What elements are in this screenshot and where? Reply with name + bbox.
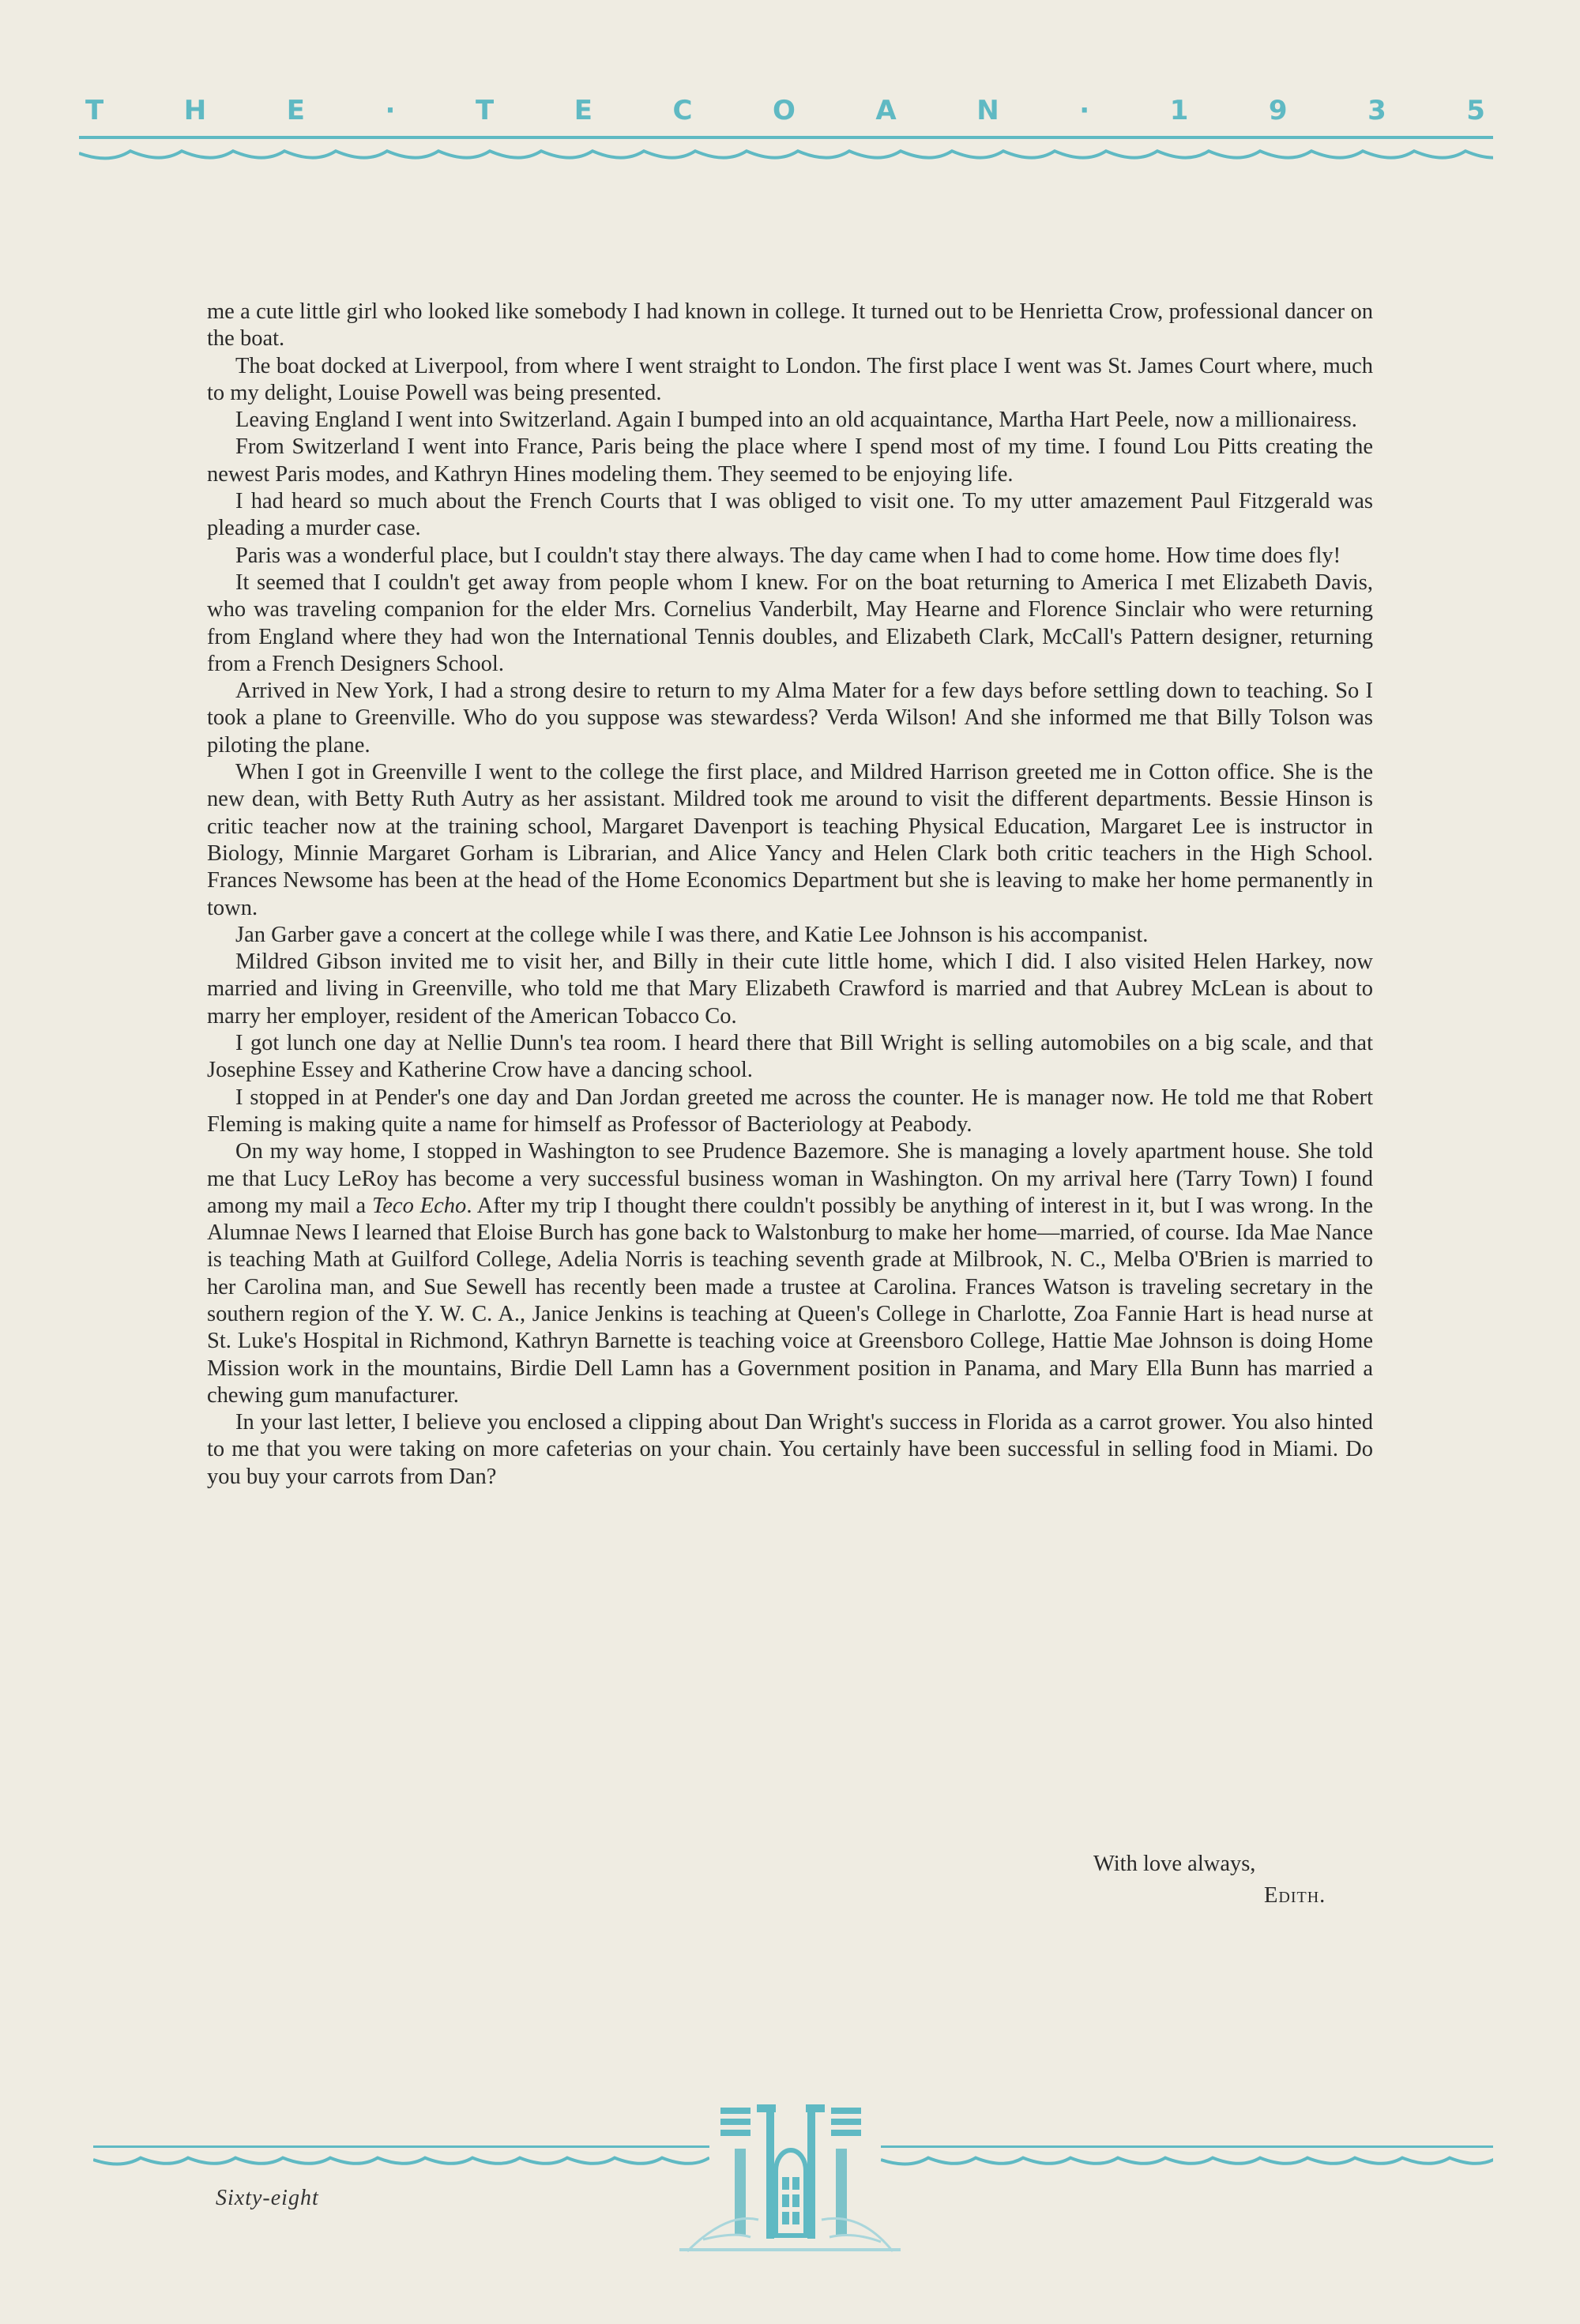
letter-paragraph: When I got in Greenville I went to the college the first place, and Mildred Harrison greeted me in Cotton office. She is the new dean, with Betty Ruth Autry as her assistant. Mildred took me around to visit the different departments. Bessie Hinson is critic teacher now at the training school, Margaret Davenport is teaching Physical Education, Margaret Lee is instructor in Biology, Minnie Margaret Gorham is Librarian, and Alice Yancy and Helen Clark both critic teachers in the High School. Frances Newsome has been at the head of the Home Economics Department but she is leaving to make her home permanently in town. [207,760,1373,920]
yearbook-header [85,95,1485,126]
header-rule [79,136,1493,139]
closing-line: With love always, [1093,1852,1256,1876]
letter-paragraph: me a cute little girl who looked like somebody I had known in college. It turned out to be Henrietta Crow, professional dancer on the boat. [207,299,1373,352]
header-letter: 5 [1466,95,1485,126]
letter-paragraph: In your last letter, I believe you enclosed a clipping about Dan Wright's success in Florida as a carrot grower. You also hinted to me that you were taking on more cafeterias on your chain. You certainly have been successful in selling food in Miami. Do you buy your carrots from Dan? [207,1410,1373,1489]
footer-rule-right [881,2145,1493,2148]
header-letter: 3 [1367,95,1386,126]
header-letter: 9 [1268,95,1288,126]
letter-paragraph: The boat docked at Liverpool, from where I went straight to London. The first place I went was St. James Court where, much to my delight, Louise Powell was being presented. [207,353,1373,405]
letter-paragraph: It seemed that I couldn't get away from people whom I knew. For on the boat returning to America I met Elizabeth Davis, who was traveling companion for the elder Mrs. Cornelius Vanderbilt, May Hearne and Florence Sinclair who were returning from England where they had won the International Tennis doubles, and Elizabeth Clark, McCall's Pattern designer, returning from a French Designers School. [207,570,1373,676]
letter-closing [1093,1848,1326,1912]
header-letter: H [183,95,207,126]
letter-paragraph: Leaving England I went into Switzerland. Again I bumped into an old acquaintance, Martha Hart Peele, now a millionairess. [235,408,1357,433]
footer-wave-right [881,2150,1493,2174]
college-doorway-emblem-icon [656,2101,924,2259]
letter-paragraph: From Switzerland I went into France, Paris being the place where I spend most of my time. I found Lou Pitts creating the newest Paris modes, and Kathryn Hines modeling them. They seemed to be enjoying life. [207,434,1373,487]
header-letter: E [286,95,305,126]
letter-paragraph: I had heard so much about the French Courts that I was obliged to visit one. To my utter amazement Paul Fitzgerald was pleading a murder case. [207,489,1373,541]
header-letter: E [574,95,592,126]
letter-paragraph: Mildred Gibson invited me to visit her, and Billy in their cute little home, which I did. I also visited Helen Harkey, now married and living in Greenville, who told me that Mary Elizabeth Crawford is married and that Aubrey McLean is about to marry her employer, resident of the American Tobacco Co. [207,950,1373,1029]
header-letter: C [672,95,693,126]
footer-rule-left [93,2145,709,2148]
footer-wave-left [93,2150,709,2174]
letter-paragraph: Paris was a wonderful place, but I couldn't stay there always. The day came when I had to come home. How time does fly! [235,543,1341,568]
header-letter: 1 [1169,95,1189,126]
letter-paragraph: On my way home, I stopped in Washington to see Prudence Bazemore. She is managing a lovely apartment house. She told me that Lucy LeRoy has become a very successful business woman in Washington. On my arrival here (Tarry Town) I found among my mail a Teco Echo. After my trip I thought there couldn't possibly be anything of interest in it, but I was wrong. In the Alumnae News I learned that Eloise Burch has gone back to Walstonburg to make her home—married, of course. Ida Mae Nance is teaching Math at Guilford College, Adelia Norris is teaching seventh grade at Milbrook, N. C., Melba O'Brien is married to her Carolina man, and Sue Sewell has recently been made a trustee at Carolina. Frances Watson is traveling secretary in the southern region of the Y. W. C. A., Janice Jenkins is teaching at Queen's College in Charlotte, Zoa Fannie Hart is head nurse at St. Luke's Hospital in Richmond, Kathryn Barnette is teaching voice at Greensboro College, Hattie Mae Johnson is doing Home Mission work in the mountains, Birdie Dell Lamn has a Government position in Panama, and Mary Ella Bunn has married a chewing gum manufacturer. [207,1139,1373,1408]
header-wave-ornament [79,141,1493,169]
letter-paragraph: Jan Garber gave a concert at the college while I was there, and Katie Lee Johnson is his accompanist. [235,922,1149,947]
header-letter: O [772,95,796,126]
signature: Edith. [1264,1883,1326,1908]
letter-paragraph: I got lunch one day at Nellie Dunn's tea room. I heard there that Bill Wright is selling automobiles on a big scale, and that Josephine Essey and Katherine Crow have a dancing school. [207,1031,1373,1083]
header-letter: · [385,95,396,126]
header-letter: T [85,95,104,126]
page-number: Sixty-eight [216,2186,319,2210]
header-letter: · [1079,95,1090,126]
letter-paragraph: I stopped in at Pender's one day and Dan Jordan greeted me across the counter. He is manager now. He told me that Robert Fleming is making quite a name for himself as Professor of Bacteriology at Peabody. [207,1085,1373,1137]
letter-paragraph: Arrived in New York, I had a strong desire to return to my Alma Mater for a few days before settling down to teaching. So I took a plane to Greenville. Who do you suppose was stewardess? Verda Wilson! And she informed me that Billy Tolson was piloting the plane. [207,679,1373,758]
header-letter: N [976,95,999,126]
letter-body [207,299,1373,1491]
header-letter: A [875,95,897,126]
header-letter: T [475,95,495,126]
